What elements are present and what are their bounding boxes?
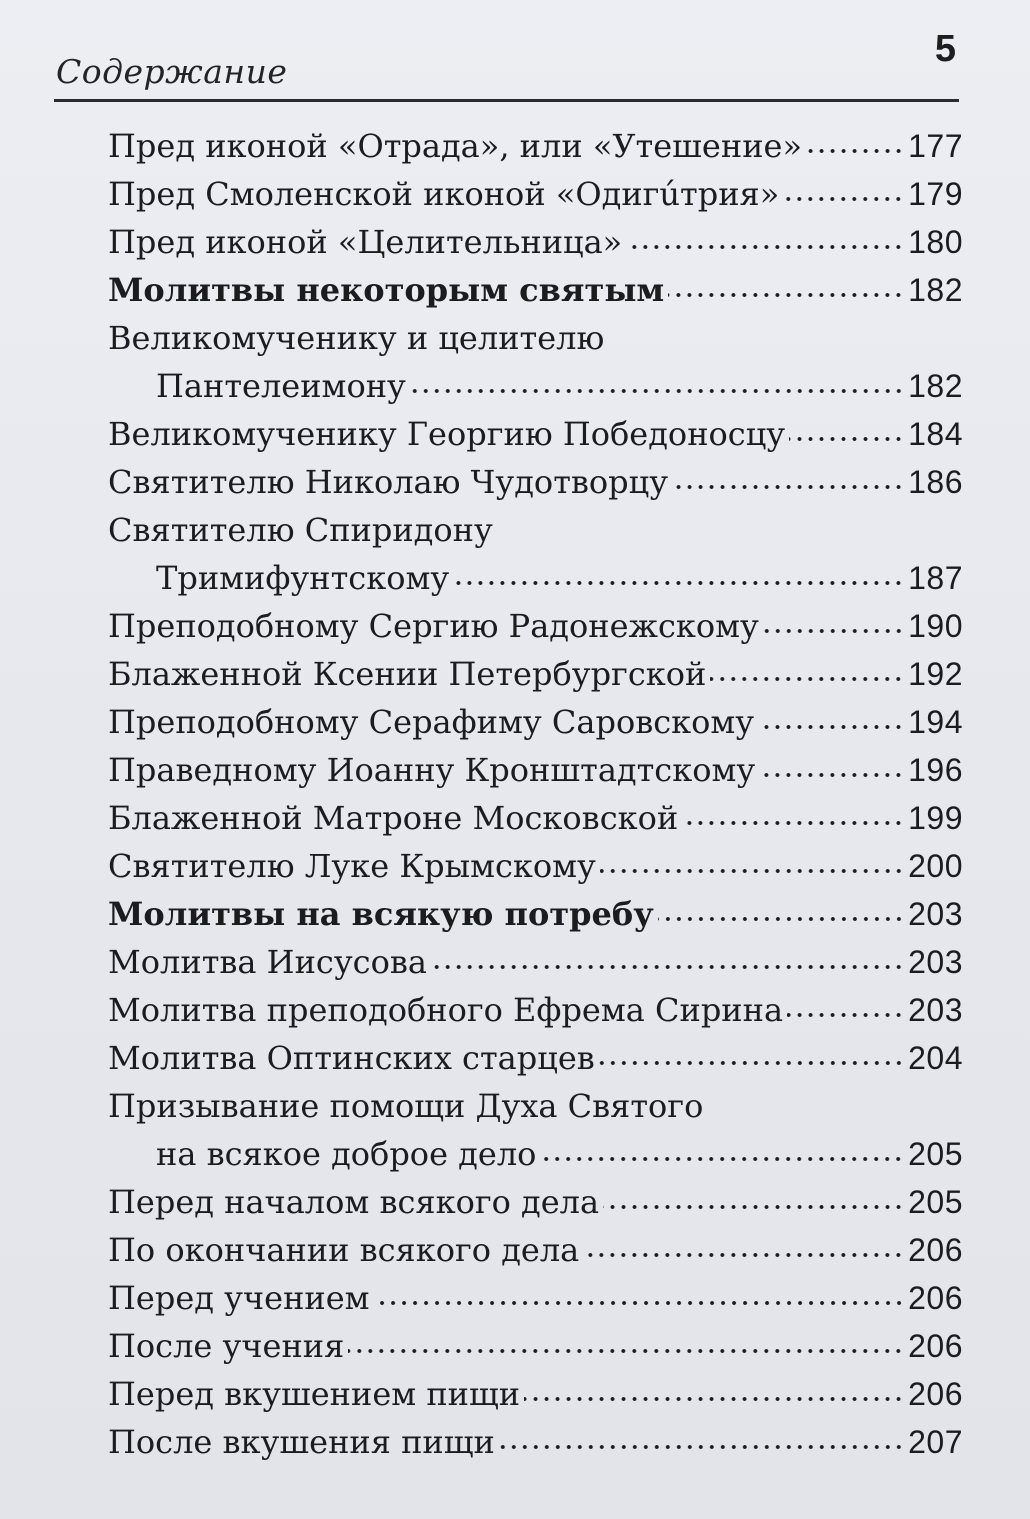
dot-leader [787, 1011, 904, 1019]
toc-entry [108, 794, 963, 842]
toc-entry [108, 602, 963, 650]
toc-entry-title: на всякое доброе дело [156, 1135, 537, 1173]
toc-entry [108, 314, 963, 362]
toc-entry-title: Призывание помощи Духа Святого [108, 1087, 704, 1125]
toc-entry-title: Преподобному Сергию Радонежскому [108, 607, 759, 645]
toc-entry [108, 986, 963, 1034]
dot-leader [672, 483, 904, 491]
dot-leader [583, 1251, 904, 1259]
toc-entry-page: 182 [908, 368, 963, 404]
toc-entry-title: Тримифунтскому [156, 559, 450, 597]
toc-entry-title: Молитва Оптинских старцев [108, 1039, 595, 1077]
dot-leader [668, 291, 904, 299]
toc-entry [108, 698, 963, 746]
toc-entry-title: Молитвы на всякую потребу [108, 895, 654, 933]
toc-entry [108, 458, 963, 506]
toc-entry [108, 842, 963, 890]
toc-entry-page: 200 [908, 848, 963, 884]
dot-leader [599, 1059, 904, 1067]
dot-leader [603, 1203, 904, 1211]
dot-leader [453, 579, 904, 587]
toc-entry [108, 554, 963, 602]
toc-entry-title: Перед вкушением пищи [108, 1375, 521, 1413]
toc-entry [108, 170, 963, 218]
dot-leader [431, 963, 904, 971]
toc-entry-page: 192 [908, 656, 963, 692]
toc-entry [108, 218, 963, 266]
dot-leader [759, 771, 904, 779]
dot-leader [600, 867, 904, 875]
toc-entry-page: 194 [908, 704, 963, 740]
table-of-contents [108, 122, 963, 1466]
toc-entry-page: 206 [908, 1328, 963, 1364]
toc-entry-title: Блаженной Ксении Петербургской [108, 655, 707, 693]
toc-entry-title: Перед учением [108, 1279, 370, 1317]
header-rule [54, 99, 959, 102]
toc-entry-page: 203 [908, 992, 963, 1028]
toc-entry-page: 187 [908, 560, 963, 596]
toc-entry-page: 186 [908, 464, 963, 500]
toc-entry-page: 196 [908, 752, 963, 788]
dot-leader [789, 435, 904, 443]
toc-entry [108, 1130, 963, 1178]
toc-entry [108, 1322, 963, 1370]
toc-entry [108, 938, 963, 986]
dot-leader [710, 675, 904, 683]
running-title: Содержание [56, 52, 288, 91]
toc-entry-title: Святителю Спиридону [108, 511, 493, 549]
dot-leader [540, 1155, 904, 1163]
dot-leader [410, 387, 904, 395]
toc-entry-title: Святителю Николаю Чудотворцу [108, 463, 669, 501]
dot-leader [626, 243, 904, 251]
toc-entry-title: Пред иконой «Отрада», или «Утешение» [108, 127, 803, 165]
toc-entry-title: Преподобному Серафиму Саровскому [108, 703, 755, 741]
toc-entry-title: Великомученику и целителю [108, 319, 605, 357]
toc-entry [108, 1274, 963, 1322]
toc-entry-page: 206 [908, 1280, 963, 1316]
toc-entry-page: 205 [908, 1184, 963, 1220]
toc-entry-title: Молитва Иисусова [108, 943, 427, 981]
dot-leader [758, 723, 904, 731]
toc-entry-page: 204 [908, 1040, 963, 1076]
toc-entry-page: 203 [908, 944, 963, 980]
toc-entry-title: Праведному Иоанну Кронштадтскому [108, 751, 756, 789]
toc-entry [108, 650, 963, 698]
toc-entry-title: Молитвы некоторым святым [108, 271, 665, 309]
toc-entry [108, 1034, 963, 1082]
toc-entry-page: 203 [908, 896, 963, 932]
toc-entry-title: По окончании всякого дела [108, 1231, 580, 1269]
dot-leader [763, 627, 904, 635]
toc-entry-page: 206 [908, 1232, 963, 1268]
toc-section-heading [108, 890, 963, 938]
toc-entry [108, 1178, 963, 1226]
toc-entry-page: 207 [908, 1424, 963, 1460]
dot-leader [348, 1347, 904, 1355]
toc-entry-page: 184 [908, 416, 963, 452]
toc-entry [108, 1370, 963, 1418]
toc-entry-page: 206 [908, 1376, 963, 1412]
toc-entry-title: После учения [108, 1327, 345, 1365]
toc-entry-page: 179 [908, 176, 963, 212]
toc-entry-title: Великомученику Георгию Победоносцу [108, 415, 786, 453]
dot-leader [524, 1395, 904, 1403]
toc-section-heading [108, 266, 963, 314]
toc-entry-page: 182 [908, 272, 963, 308]
dot-leader [783, 195, 904, 203]
dot-leader [658, 915, 904, 923]
dot-leader [682, 819, 904, 827]
dot-leader [374, 1299, 905, 1307]
toc-entry [108, 1082, 963, 1130]
toc-entry-title: Перед началом всякого дела [108, 1183, 600, 1221]
toc-entry-title: Святителю Луке Крымскому [108, 847, 596, 885]
toc-entry [108, 410, 963, 458]
dot-leader [806, 147, 904, 155]
toc-entry-title: Молитва преподобного Ефрема Сирина [108, 991, 784, 1029]
toc-entry-title: После вкушения пищи [108, 1423, 495, 1461]
toc-entry [108, 122, 963, 170]
toc-entry [108, 1418, 963, 1466]
dot-leader [499, 1443, 904, 1451]
toc-entry-page: 205 [908, 1136, 963, 1172]
toc-entry-title: Блаженной Матроне Московской [108, 799, 679, 837]
toc-entry-title: Пантелеимону [156, 367, 406, 405]
toc-entry [108, 1226, 963, 1274]
toc-entry-title: Пред Смоленской иконой «Одигúтрия» [108, 175, 780, 213]
toc-entry [108, 362, 963, 410]
page-number: 5 [934, 28, 956, 70]
toc-entry-page: 190 [908, 608, 963, 644]
toc-entry [108, 506, 963, 554]
toc-entry-page: 177 [908, 128, 963, 164]
toc-entry-title: Пред иконой «Целительница» [108, 223, 623, 261]
toc-entry-page: 199 [908, 800, 963, 836]
toc-entry [108, 746, 963, 794]
toc-entry-page: 180 [908, 224, 963, 260]
